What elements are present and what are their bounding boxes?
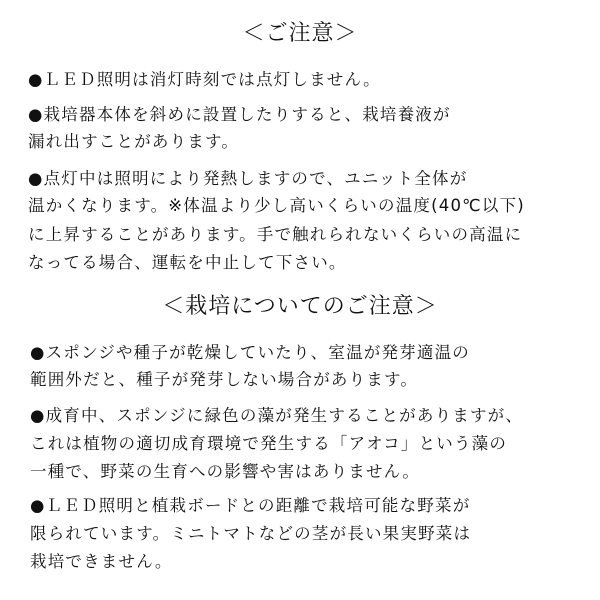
section-title-cultivation-caution: ＜栽培についてのご注意＞ bbox=[162, 294, 438, 319]
section-title-caution: ＜ご注意＞ bbox=[242, 21, 358, 46]
cultivation-item-germination-line-1: ●スポンジや種子が乾燥していたり、室温が発芽適温の bbox=[30, 343, 470, 362]
caution-item-heat-line-4: なってる場合、運転を中止して下さい。 bbox=[28, 253, 347, 272]
caution-item-heat-line-2: 温かくなります。※体温より少し高いくらいの温度(40℃以下) bbox=[28, 196, 525, 215]
caution-item-heat-line-1: ●点灯中は照明により発熱しますので、ユニット全体が bbox=[28, 169, 468, 188]
caution-item-tilt-line-2: 漏れ出すことがあります。 bbox=[28, 132, 240, 151]
cultivation-item-distance-line-3: 栽培できません。 bbox=[30, 552, 173, 571]
caution-item-heat-line-3: に上昇することがあります。手で触れられないくらいの高温に bbox=[28, 225, 523, 244]
cultivation-item-distance-line-1: ●ＬＥＤ照明と植栽ボードとの距離で栽培可能な野菜が bbox=[30, 496, 471, 515]
caution-item-led-line-1: ●ＬＥＤ照明は消灯時刻では点灯しません。 bbox=[28, 70, 381, 89]
cultivation-item-germination-line-2: 範囲外だと、種子が発芽しない場合があります。 bbox=[30, 370, 419, 389]
cultivation-item-algae-line-3: 一種で、野菜の生育への影響や害はありません。 bbox=[30, 462, 421, 481]
cultivation-item-algae-line-2: これは植物の適切成育環境で発生する「アオコ」という藻の bbox=[30, 434, 508, 453]
cultivation-item-distance-line-2: 限られています。ミニトマトなどの茎が長い果実野菜は bbox=[30, 524, 472, 543]
caution-item-tilt-line-1: ●栽培器本体を斜めに設置したりすると、栽培養液が bbox=[28, 105, 451, 124]
cultivation-item-algae-line-1: ●成育中、スポンジに緑色の藻が発生することがありますが、 bbox=[30, 406, 524, 425]
